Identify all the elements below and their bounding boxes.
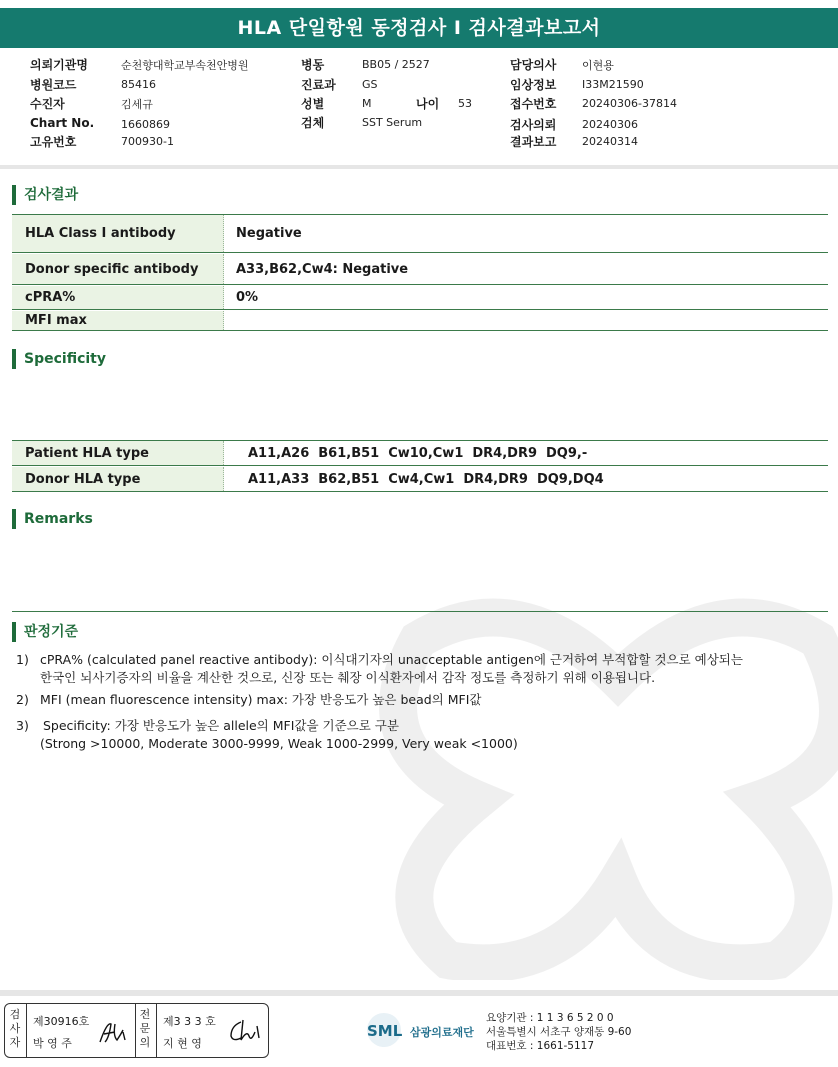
hla-dr: DR4,DR9 (472, 445, 538, 461)
info-label: 고유번호 (30, 135, 77, 149)
hla-cells (236, 441, 828, 465)
criteria-number: 3) (16, 718, 29, 733)
info-value: SST Serum (362, 116, 423, 129)
info-label: 검체 (301, 116, 325, 130)
hla-b: B62,B51 (318, 471, 380, 487)
result-key: HLA Class I antibody (12, 215, 224, 252)
info-label: 의뢰기관명 (30, 58, 88, 72)
info-value: 85416 (121, 78, 156, 91)
criteria-number: 2) (16, 692, 29, 707)
section-results-title: 검사결과 (12, 185, 78, 205)
info-label: 검사의뢰 (510, 118, 557, 132)
hla-b: B61,B51 (318, 445, 380, 461)
info-label: 병동 (301, 58, 325, 72)
criteria-item (16, 651, 816, 687)
section-remarks-title: Remarks (12, 509, 93, 529)
hla-dr: DR4,DR9 (463, 471, 528, 487)
inspector-license: 제30916호 (33, 1015, 90, 1028)
result-value: A33,B62,Cw4: Negative (236, 261, 409, 277)
criteria-item (16, 717, 816, 753)
hla-c: Cw4,Cw1 (388, 471, 455, 487)
info-label: 진료과 (301, 78, 336, 92)
hla-dq: DQ9,DQ4 (536, 471, 604, 487)
criteria-number: 1) (16, 652, 29, 667)
info-label: 접수번호 (510, 97, 557, 111)
info-label: 성별 (301, 97, 325, 111)
info-label: 임상정보 (510, 78, 557, 92)
hla-a: A11,A26 (248, 445, 310, 461)
age-label: 나이 (416, 97, 440, 111)
criteria-line: cPRA% (calculated panel reactive antibody): 이식대기자의 unacceptable antigen에 근거하여 부적합할 것으로 예상되는 (40, 652, 743, 667)
org-name: 삼광의료재단 (410, 1026, 474, 1039)
criteria-line: Specificity: 가장 반응도가 높은 allele의 MFI값을 기준으로 구분 (43, 718, 399, 733)
info-value: 1660869 (121, 118, 170, 131)
info-value: M (362, 97, 372, 110)
result-value (236, 311, 828, 330)
inspector-name: 박 영 주 (33, 1037, 72, 1050)
criteria-item (16, 691, 816, 711)
watermark-logo (358, 560, 838, 980)
specialist-label: 전문의 (139, 1008, 151, 1049)
hla-key: Donor HLA type (12, 467, 224, 491)
info-value: I33M21590 (582, 78, 644, 91)
divider (26, 1004, 27, 1057)
specialist-license: 제3 3 3 호 (163, 1015, 216, 1028)
remarks-bottom-rule (12, 611, 828, 612)
result-row (12, 286, 828, 310)
info-value: 이현용 (582, 59, 614, 72)
info-value: 700930-1 (121, 135, 174, 148)
specialist-signature (227, 1016, 263, 1046)
criteria-line: (Strong >10000, Moderate 3000-9999, Weak 1000-2999, Very weak <1000) (40, 736, 518, 751)
hla-row-donor (12, 467, 828, 492)
org-address: 서울특별시 서초구 양재동 9-60 (486, 1026, 632, 1038)
result-row (12, 215, 828, 253)
inspector-label: 검사자 (9, 1008, 21, 1049)
result-value: Negative (236, 226, 302, 241)
result-key: cPRA% (12, 286, 224, 309)
info-label: 결과보고 (510, 135, 557, 149)
criteria-line: 한국인 뇌사기증자의 비율을 계산한 것으로, 신장 또는 췌장 이식환자에서 감작 정도를 측정하기 위해 이용됩니다. (40, 670, 656, 685)
criteria-text (40, 651, 810, 687)
hla-a: A11,A33 (248, 471, 310, 487)
info-label: 수진자 (30, 97, 65, 111)
result-row (12, 254, 828, 285)
divider (135, 1004, 136, 1057)
hla-key: Patient HLA type (12, 441, 224, 465)
footer-divider (0, 990, 838, 996)
divider (0, 165, 838, 169)
result-key: Donor specific antibody (12, 254, 224, 284)
info-value: 20240314 (582, 135, 638, 148)
info-label: 병원코드 (30, 78, 77, 92)
criteria-line: MFI (mean fluorescence intensity) max: 가장 반응도가 높은 bead의 MFI값 (40, 692, 482, 707)
info-value: 김세규 (121, 98, 153, 111)
info-label: 담당의사 (510, 58, 557, 72)
patient-info (0, 54, 838, 166)
info-value: 20240306 (582, 118, 638, 131)
hla-row-patient (12, 441, 828, 466)
age-value: 53 (458, 97, 472, 110)
result-key: MFI max (12, 311, 224, 330)
info-value: BB05 / 2527 (362, 58, 430, 71)
org-info (486, 1011, 631, 1053)
result-row (12, 311, 828, 331)
inspector-signature (97, 1018, 129, 1046)
specialist-name: 지 현 영 (163, 1037, 202, 1050)
section-specificity-title: Specificity (12, 349, 106, 369)
hla-cells (236, 467, 828, 491)
signature-box (4, 1003, 269, 1058)
hla-c: Cw10,Cw1 (388, 445, 464, 461)
org-phone: 대표번호 : 1661-5117 (486, 1040, 595, 1052)
org-code: 요양기관 : 1 1 3 6 5 2 0 0 (486, 1012, 614, 1024)
info-value: 순천향대학교부속천안병원 (121, 59, 249, 72)
logo-letters: SML (367, 1022, 403, 1040)
criteria-text (40, 691, 810, 709)
criteria-text (40, 717, 810, 753)
section-criteria-title: 판정기준 (12, 622, 78, 642)
divider (156, 1004, 157, 1057)
result-value: 0% (236, 290, 259, 305)
info-label: Chart No. (30, 116, 95, 130)
report-title: HLA 단일항원 동정검사 I 검사결과보고서 (0, 8, 838, 48)
info-value: 20240306-37814 (582, 97, 677, 110)
info-value: GS (362, 78, 378, 91)
hla-dq: DQ9,- (546, 445, 588, 461)
